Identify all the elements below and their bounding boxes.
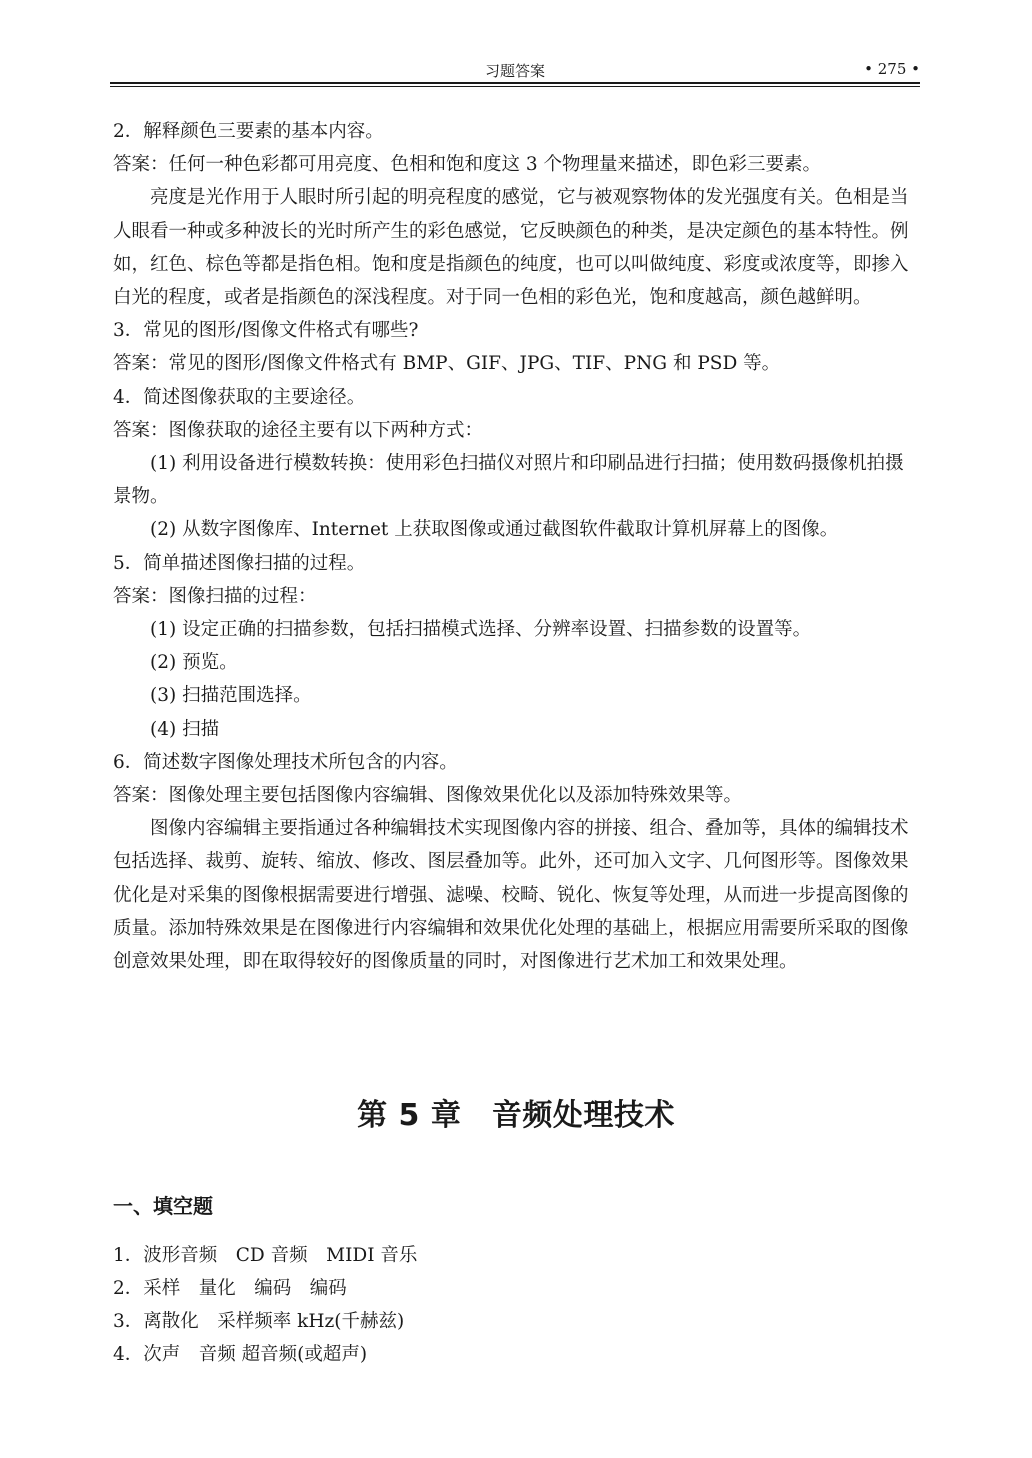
body-text (113, 115, 920, 978)
question-3: 3．常见的图形/图像文件格式有哪些? (113, 320, 419, 342)
fill-in-answers (113, 1239, 920, 1371)
question-2: 2．解释颜色三要素的基本内容。 (113, 121, 384, 142)
header-title: 习题答案 (484, 62, 545, 80)
answer-6: 答案：图像处理主要包括图像内容编辑、图像效果优化以及添加特殊效果等。 (113, 785, 743, 807)
fill-answer: 1．波形音频 CD 音频 MIDI 音乐 (113, 1245, 418, 1266)
header-rule-thin (110, 86, 920, 87)
question-5: 5．简单描述图像扫描的过程。 (113, 552, 366, 574)
answer-4-item: (1) 利用设备进行模数转换：使用彩色扫描仪对照片和印刷品进行扫描；使用数码摄像机拍摄景物。 (113, 453, 904, 508)
answer-5-item: (3) 扫描范围选择。 (150, 685, 312, 707)
answer-2-paragraph: 亮度是光作用于人眼时所引起的明亮程度的感觉，它与被观察物体的发光强度有关。色相是当人眼看一种或多种波长的光时所产生的彩色感觉，它反映颜色的种类，是决定颜色的基本特性。例如，红色、棕色等都是指色相。饱和度是指颜色的纯度，也可以叫做纯度、彩度或浓度等，即掺入白光的程度，或者是指颜色的深浅程度。对于同一色相的彩色光，饱和度越高，颜色越鲜明。 (113, 187, 909, 309)
question-6: 6．简述数字图像处理技术所包含的内容。 (113, 751, 458, 773)
answer-6-paragraph: 图像内容编辑主要指通过各种编辑技术实现图像内容的拼接、组合、叠加等，具体的编辑技术包括选择、裁剪、旋转、缩放、修改、图层叠加等。此外，还可加入文字、几何图形等。图像效果优化是对采集的图像根据需要进行增强、滤噪、校畸、锐化、恢复等处理，从而进一步提高图像的质量。添加特殊效果是在图像进行内容编辑和效果优化处理的基础上，根据应用需要所采取的图像创意效果处理，即在取得较好的图像质量的同时，对图像进行艺术加工和效果处理。 (113, 818, 909, 973)
fill-answer: 3．离散化 采样频率 kHz(千赫兹) (113, 1311, 405, 1332)
answer-4: 答案：图像获取的途径主要有以下两种方式： (113, 419, 484, 441)
fill-answer: 4．次声 音频 超音频(或超声) (113, 1344, 368, 1365)
answer-5-item: (4) 扫描 (150, 718, 220, 740)
answer-5-item: (2) 预览。 (150, 652, 238, 674)
question-4: 4．简述图像获取的主要途径。 (113, 386, 366, 408)
answer-2: 答案：任何一种色彩都可用亮度、色相和饱和度这 3 个物理量来描述，即色彩三要素。 (113, 154, 822, 176)
header-rule (110, 82, 920, 84)
answer-5: 答案：图像扫描的过程： (113, 585, 317, 607)
page-number: • 275 • (864, 60, 920, 78)
chapter-title: 第 5 章 音频处理技术 (357, 1098, 675, 1133)
answer-3: 答案：常见的图形/图像文件格式有 BMP、GIF、JPG、TIF、PNG 和 PSD 等。 (113, 353, 781, 375)
fill-answer: 2．采样 量化 编码 编码 (113, 1278, 347, 1299)
section-heading: 一、填空题 (113, 1194, 213, 1218)
answer-5-item: (1) 设定正确的扫描参数，包括扫描模式选择、分辨率设置、扫描参数的设置等。 (150, 619, 812, 641)
answer-4-item: (2) 从数字图像库、Internet 上获取图像或通过截图软件截取计算机屏幕上的图像。 (150, 519, 839, 541)
running-header (110, 58, 920, 86)
